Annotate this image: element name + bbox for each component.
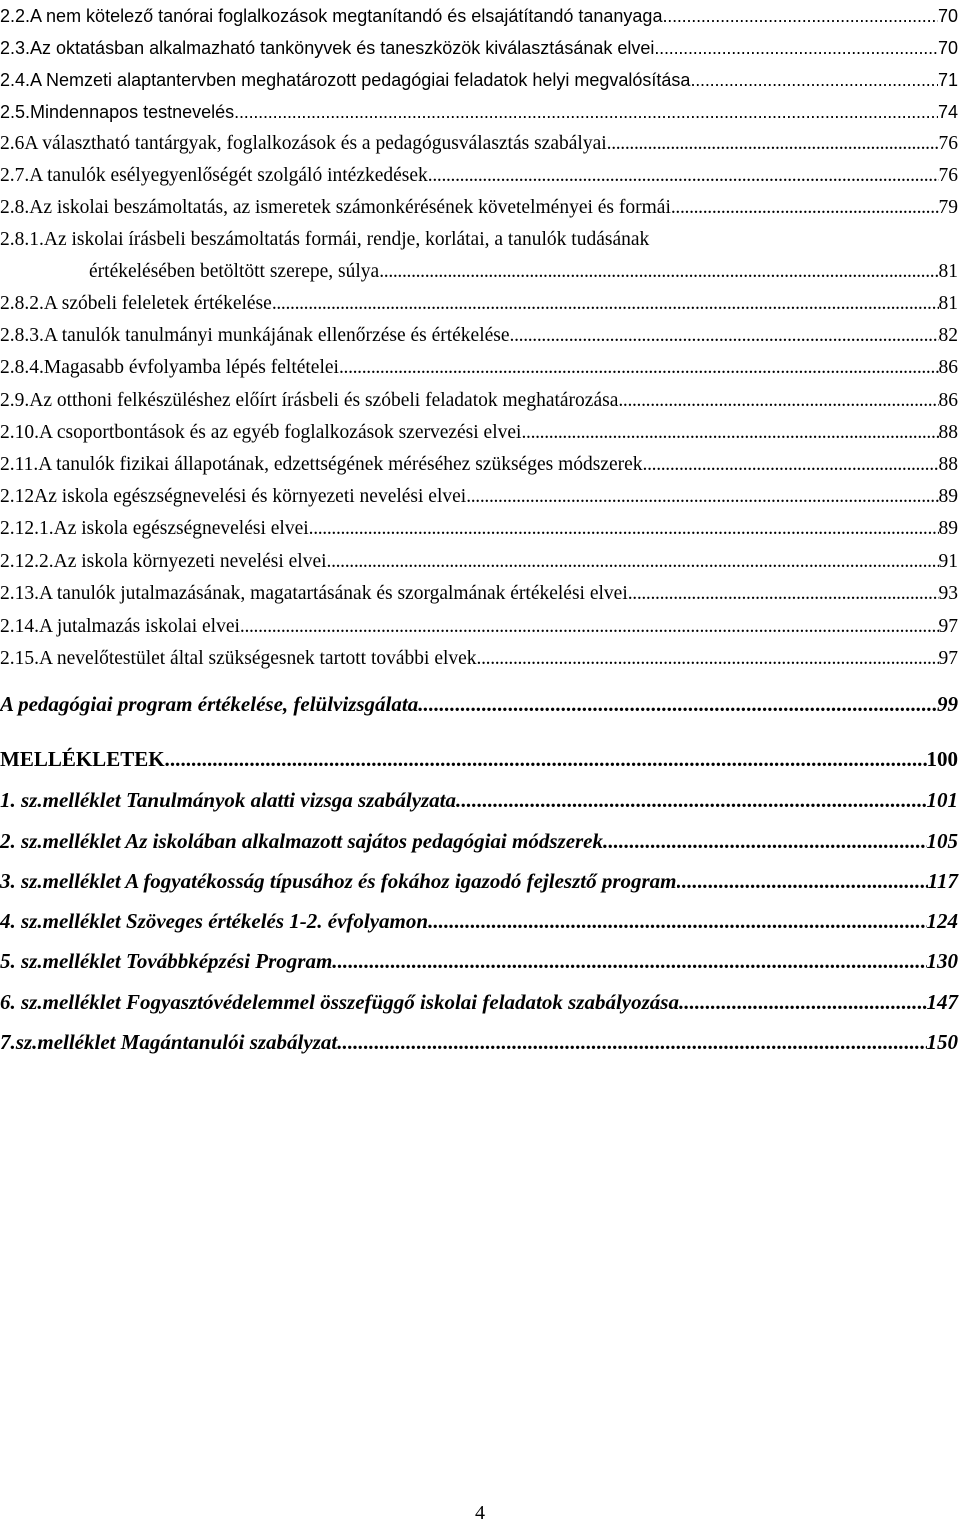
toc-title: A jutalmazás iskolai elvei (39, 616, 240, 637)
toc-number: 5. sz. (0, 949, 43, 973)
toc-title: melléklet Fogyasztóvédelemmel összefüggő iskolai feladatok szabályozása (42, 990, 679, 1014)
toc-entry-appendix-1[interactable] (0, 788, 958, 812)
toc-title: melléklet Az iskolában alkalmazott sajátos pedagógiai módszerek (42, 829, 604, 853)
toc-page: 147 (926, 990, 958, 1014)
toc-entry-2-14[interactable] (0, 615, 958, 639)
dot-leader (510, 324, 939, 348)
toc-entry-appendix-6[interactable] (0, 990, 958, 1014)
toc-number: 2.11. (0, 454, 39, 475)
toc-title: A pedagógiai program értékelése, felülvizsgálata (0, 692, 419, 716)
dot-leader (603, 829, 926, 853)
toc-title: Az iskola környezeti nevelési elvei (53, 551, 327, 572)
toc-page: 130 (926, 949, 958, 973)
dot-leader (677, 869, 928, 893)
toc-number: 2.6 (0, 133, 25, 154)
toc-title: A nevelőtestület által szükségesnek tartott további elvek (39, 648, 477, 669)
dot-leader (428, 909, 926, 933)
toc-entry-2-6[interactable] (0, 132, 958, 156)
dot-leader (309, 517, 939, 541)
toc-entry-2-15[interactable] (0, 647, 958, 671)
toc-page: 88 (938, 454, 958, 475)
toc-number: 2.14. (0, 616, 39, 637)
toc-page: 70 (937, 6, 958, 26)
toc-title: Az iskola egészségnevelési és környezeti nevelési elvei (34, 486, 467, 507)
toc-title: melléklet Továbbképzési Program (42, 949, 333, 973)
page-number: 4 (475, 1502, 485, 1524)
toc-title: A tanulók jutalmazásának, magatartásának és szorgalmának értékelési elvei (39, 583, 628, 604)
toc-page: 76 (938, 133, 958, 154)
toc-title: melléklet Szöveges értékelés 1-2. évfolyamon (42, 909, 429, 933)
toc-entry-2-8-3[interactable] (0, 324, 958, 348)
toc-title: melléklet Magántanulói szabályzat (37, 1030, 338, 1054)
toc-page: 76 (938, 165, 958, 186)
toc-entry-appendix-7[interactable] (0, 1030, 958, 1054)
toc-number: 6. sz. (0, 990, 43, 1014)
dot-leader (654, 36, 938, 60)
toc-number: 2. sz. (0, 829, 43, 853)
toc-number: 2.8.2. (0, 293, 44, 314)
toc-title: A Nemzeti alaptantervben meghatározott pedagógiai feladatok helyi megvalósítása (30, 70, 691, 90)
toc-title: A tanulók tanulmányi munkájának ellenőrzése és értékelése (43, 325, 510, 346)
toc-entry-appendix-5[interactable] (0, 949, 958, 973)
toc-page: 89 (938, 518, 958, 539)
toc-title: Az iskolai beszámoltatás, az ismeretek számonkérésének követelményei és formái (29, 197, 671, 218)
dot-leader (679, 990, 927, 1014)
toc-title: melléklet A fogyatékosság típusához és fokához igazodó fejlesztő program (42, 869, 677, 893)
dot-leader (466, 485, 938, 509)
dot-leader (332, 949, 926, 973)
toc-page: 124 (926, 909, 958, 933)
dot-leader (379, 260, 938, 284)
toc-entry-2-2[interactable] (0, 4, 958, 28)
toc-entry-2-7[interactable] (0, 164, 958, 188)
toc-title: A tanulók fizikai állapotának, edzettségének méréséhez szükséges módszerek (38, 454, 643, 475)
toc-page: 101 (926, 788, 958, 812)
toc-number: 2.8.3. (0, 325, 44, 346)
toc-entry-2-4[interactable] (0, 68, 958, 92)
toc-title: A választható tantárgyak, foglalkozások és a pedagógusválasztás szabályai (24, 133, 607, 154)
toc-title: Az iskola egészségnevelési elvei (53, 518, 309, 539)
toc-entry-appendix-4[interactable] (0, 909, 958, 933)
dot-leader (643, 453, 939, 477)
toc-page: 117 (927, 869, 958, 893)
toc-number: 2.3. (0, 38, 31, 58)
dot-leader (428, 164, 939, 188)
toc-entry-2-12-2[interactable] (0, 550, 958, 574)
toc-page: 82 (938, 325, 958, 346)
toc-number: 2.13. (0, 583, 39, 604)
dot-leader (272, 292, 939, 316)
dot-leader (477, 647, 939, 671)
dot-leader (456, 788, 926, 812)
toc-entry-2-8-1-continuation[interactable] (89, 260, 958, 284)
toc-title: Magasabb évfolyamba lépés feltételei (43, 357, 339, 378)
toc-number: 2.10. (0, 422, 39, 443)
toc-title: A nem kötelező tanórai foglalkozások megtanítandó és elsajátítandó tananyaga (30, 6, 663, 26)
dot-leader (662, 4, 938, 28)
toc-entry-2-12[interactable] (0, 485, 958, 509)
toc-entry-2-8-2[interactable] (0, 292, 958, 316)
dot-leader (337, 1030, 926, 1054)
toc-entry-2-3[interactable] (0, 36, 958, 60)
toc-number: 2.9. (0, 390, 30, 411)
toc-number: 2.12.1. (0, 518, 54, 539)
toc-page: 74 (937, 102, 958, 122)
dot-leader (690, 68, 938, 92)
toc-page: 93 (938, 583, 958, 604)
toc-entry-mellekletek[interactable] (0, 747, 958, 771)
toc-entry-2-12-1[interactable] (0, 517, 958, 541)
toc-entry-2-5[interactable] (0, 100, 958, 124)
toc-title: A csoportbontások és az egyéb foglalkozások szervezési elvei (39, 422, 522, 443)
toc-page: 86 (938, 357, 958, 378)
toc-number: 1. sz. (0, 788, 43, 812)
toc-number: 2.2. (0, 6, 31, 26)
toc-title: Mindennapos testnevelés (30, 102, 235, 122)
toc-entry-2-8[interactable] (0, 196, 958, 220)
toc-number: 7.sz. (0, 1030, 38, 1054)
toc-title: MELLÉKLETEK (0, 747, 165, 771)
toc-title: Az iskolai írásbeli beszámoltatás formái, rendje, korlátai, a tanulók tudásának (43, 229, 650, 250)
toc-entry-2-8-4[interactable] (0, 356, 958, 380)
toc-number: 2.12.2. (0, 551, 54, 572)
toc-page: 105 (926, 829, 958, 853)
toc-number: 2.15. (0, 648, 39, 669)
toc-entry-2-11[interactable] (0, 453, 958, 477)
toc-number: 2.8. (0, 197, 30, 218)
toc-entry-appendix-3[interactable] (0, 869, 958, 893)
toc-page: 91 (938, 551, 958, 572)
toc-page: 150 (926, 1030, 958, 1054)
toc-page: 81 (938, 261, 958, 282)
toc-page: 89 (938, 486, 958, 507)
dot-leader (618, 389, 938, 413)
toc-entry-2-8-1[interactable] (0, 228, 958, 252)
dot-leader (607, 132, 939, 156)
toc-page: 79 (938, 197, 958, 218)
toc-number: 3. sz. (0, 869, 43, 893)
toc-page: 70 (937, 38, 958, 58)
toc-number: 2.8.1. (0, 229, 44, 250)
toc-number: 2.5. (0, 102, 31, 122)
toc-entry-appendix-2[interactable] (0, 829, 958, 853)
toc-entry-2-9[interactable] (0, 389, 958, 413)
toc-page: 88 (938, 422, 958, 443)
toc-entry-program-evaluation[interactable] (0, 692, 958, 716)
dot-leader (628, 582, 939, 606)
toc-page: 71 (937, 70, 958, 90)
dot-leader (327, 550, 939, 574)
toc-page: 97 (938, 648, 958, 669)
toc-title: A tanulók esélyegyenlőségét szolgáló intézkedések (29, 165, 428, 186)
toc-number: 2.4. (0, 70, 31, 90)
dot-leader (339, 356, 939, 380)
toc-page: 86 (938, 390, 958, 411)
toc-number: 2.12 (0, 486, 35, 507)
toc-title: Az otthoni felkészüléshez előírt írásbeli és szóbeli feladatok meghatározása (29, 390, 619, 411)
toc-number: 2.7. (0, 165, 30, 186)
toc-title-continuation: értékelésében betöltött szerepe, súlya (89, 261, 380, 282)
toc-number: 2.8.4. (0, 357, 44, 378)
toc-entry-2-13[interactable] (0, 582, 958, 606)
toc-title: A szóbeli feleletek értékelése (43, 293, 272, 314)
toc-number: 4. sz. (0, 909, 43, 933)
dot-leader (165, 747, 927, 771)
toc-title: Az oktatásban alkalmazható tankönyvek és taneszközök kiválasztásának elvei (30, 38, 655, 58)
toc-page: 100 (926, 747, 958, 771)
dot-leader (671, 196, 939, 220)
toc-page: 81 (938, 293, 958, 314)
toc-page: 99 (937, 692, 958, 716)
dot-leader (234, 100, 938, 124)
toc-entry-2-10[interactable] (0, 421, 958, 445)
dot-leader (521, 421, 938, 445)
dot-leader (240, 615, 939, 639)
dot-leader (418, 692, 937, 716)
toc-page: 97 (938, 616, 958, 637)
toc-title: melléklet Tanulmányok alatti vizsga szabályzata (42, 788, 457, 812)
